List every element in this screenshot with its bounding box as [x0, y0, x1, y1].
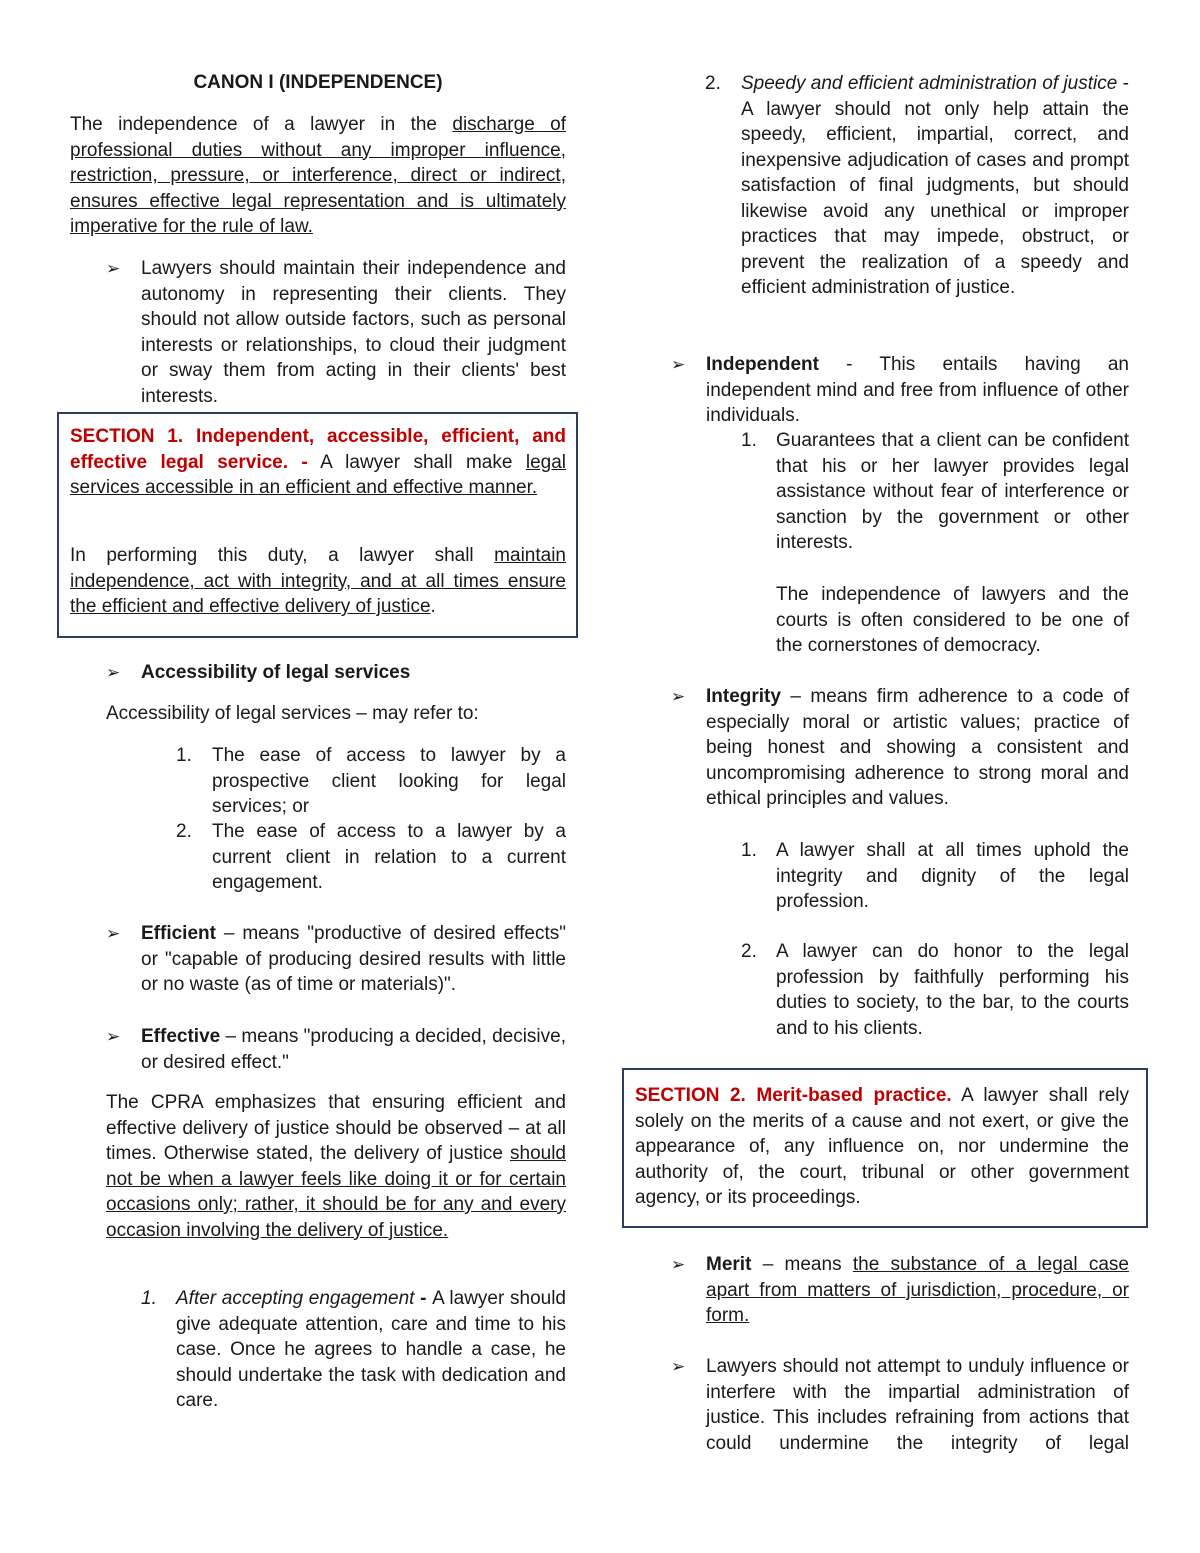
effective-definition: ➢ Effective – means "producing a decided, decisive, or desired effect.": [106, 1026, 566, 1073]
section2-text: SECTION 2. Merit-based practice. A lawyer shall rely solely on the merits of a cause and not exert, or give the appearance of, any influence on, nor undermine the authority of, the court, tribunal or other government agency, or its proceedings.: [635, 1085, 1129, 1208]
speedy-item: 2. Speedy and efficient administration of justice - A lawyer should not only help attain the speedy, efficient, impartial, correct, and inexpensive adjudication of cases and prompt satisfaction of final judgments, but should likewise avoid any unethical or improper practices that may impede, obstruct, or prevent the realization of a speedy and efficient administration of justice.: [705, 73, 1129, 298]
arrow-bullet-icon: ➢: [671, 1255, 686, 1274]
bullet-undue-influence: ➢ Lawyers should not attempt to unduly influence or interfere with the impartial administration of justice. This includes refraining from actions that could undermine the integrity of legal: [671, 1356, 1129, 1454]
independent-item: 1. Guarantees that a client can be confident that his or her lawyer provides legal assistance without fear of interference or sanction by the government or other interests.: [741, 430, 1129, 553]
arrow-bullet-icon: ➢: [671, 687, 686, 706]
canon-title: CANON I (INDEPENDENCE): [193, 72, 443, 93]
integrity-definition: ➢ Integrity – means firm adherence to a code of especially moral or artistic values; practice of being honest and showing a consistent and uncompromising adherence to strong moral and ethical principles and values.: [671, 686, 1129, 809]
independent-definition: ➢ Independent - This entails having an independent mind and free from influence of other individuals.: [671, 354, 1129, 426]
arrow-bullet-icon: ➢: [671, 355, 686, 374]
arrow-bullet-icon: ➢: [106, 663, 121, 682]
accessibility-item: 1. The ease of access to lawyer by a prospective client looking for legal services; or: [176, 745, 566, 817]
canon-intro: The independence of a lawyer in the discharge of professional duties without any improper influence, restriction, pressure, or interference, direct or indirect, ensures effective legal representation and is ultimately imperative for the rule of law.: [70, 114, 566, 237]
arrow-bullet-icon: ➢: [671, 1357, 686, 1376]
arrow-bullet-icon: ➢: [106, 924, 121, 943]
bullet-maintain-independence: ➢ Lawyers should maintain their independence and autonomy in representing their clients. They should not allow outside factors, such as personal interests or relationships, to cloud their judgment or sway them from acting in their clients' best interests.: [106, 258, 566, 407]
after-accepting-item: 1. After accepting engagement - A lawyer should give adequate attention, care and time to his case. Once he agrees to handle a case, he should undertake the task with dedication and care.: [141, 1288, 566, 1411]
arrow-bullet-icon: ➢: [106, 1027, 121, 1046]
efficient-definition: ➢ Efficient – means "productive of desired effects" or "capable of producing desired results with little or no waste (as of time or materials)".: [106, 923, 566, 995]
section1-text: SECTION 1. Independent, accessible, efficient, and effective legal service. - A lawyer shall make legal services accessible in an efficient and effective manner.: [70, 426, 566, 498]
accessibility-heading: ➢ Accessibility of legal services: [106, 660, 566, 686]
integrity-item: 2. A lawyer can do honor to the legal profession by faithfully performing his duties to society, to the bar, to the courts and to his clients.: [741, 941, 1129, 1039]
integrity-item: 1. A lawyer shall at all times uphold the integrity and dignity of the legal profession.: [741, 840, 1129, 912]
merit-definition: ➢ Merit – means the substance of a legal case apart from matters of jurisdiction, procedure, or form.: [671, 1254, 1129, 1326]
accessibility-lead: Accessibility of legal services – may refer to:: [106, 703, 479, 724]
accessibility-item: 2. The ease of access to a lawyer by a current client in relation to a current engagement.: [176, 821, 566, 893]
section1-duty: In performing this duty, a lawyer shall maintain independence, act with integrity, and at all times ensure the efficient and effective delivery of justice.: [70, 545, 566, 617]
arrow-bullet-icon: ➢: [106, 259, 121, 278]
independence-note: The independence of lawyers and the courts is often considered to be one of the cornerstones of democracy.: [776, 584, 1129, 656]
cpra-paragraph: The CPRA emphasizes that ensuring efficient and effective delivery of justice should be observed – at all times. Otherwise stated, the delivery of justice should not be when a lawyer feels like doing it or for certain occasions only; rather, it should be for any and every occasion involving the delivery of justice.: [106, 1092, 566, 1241]
